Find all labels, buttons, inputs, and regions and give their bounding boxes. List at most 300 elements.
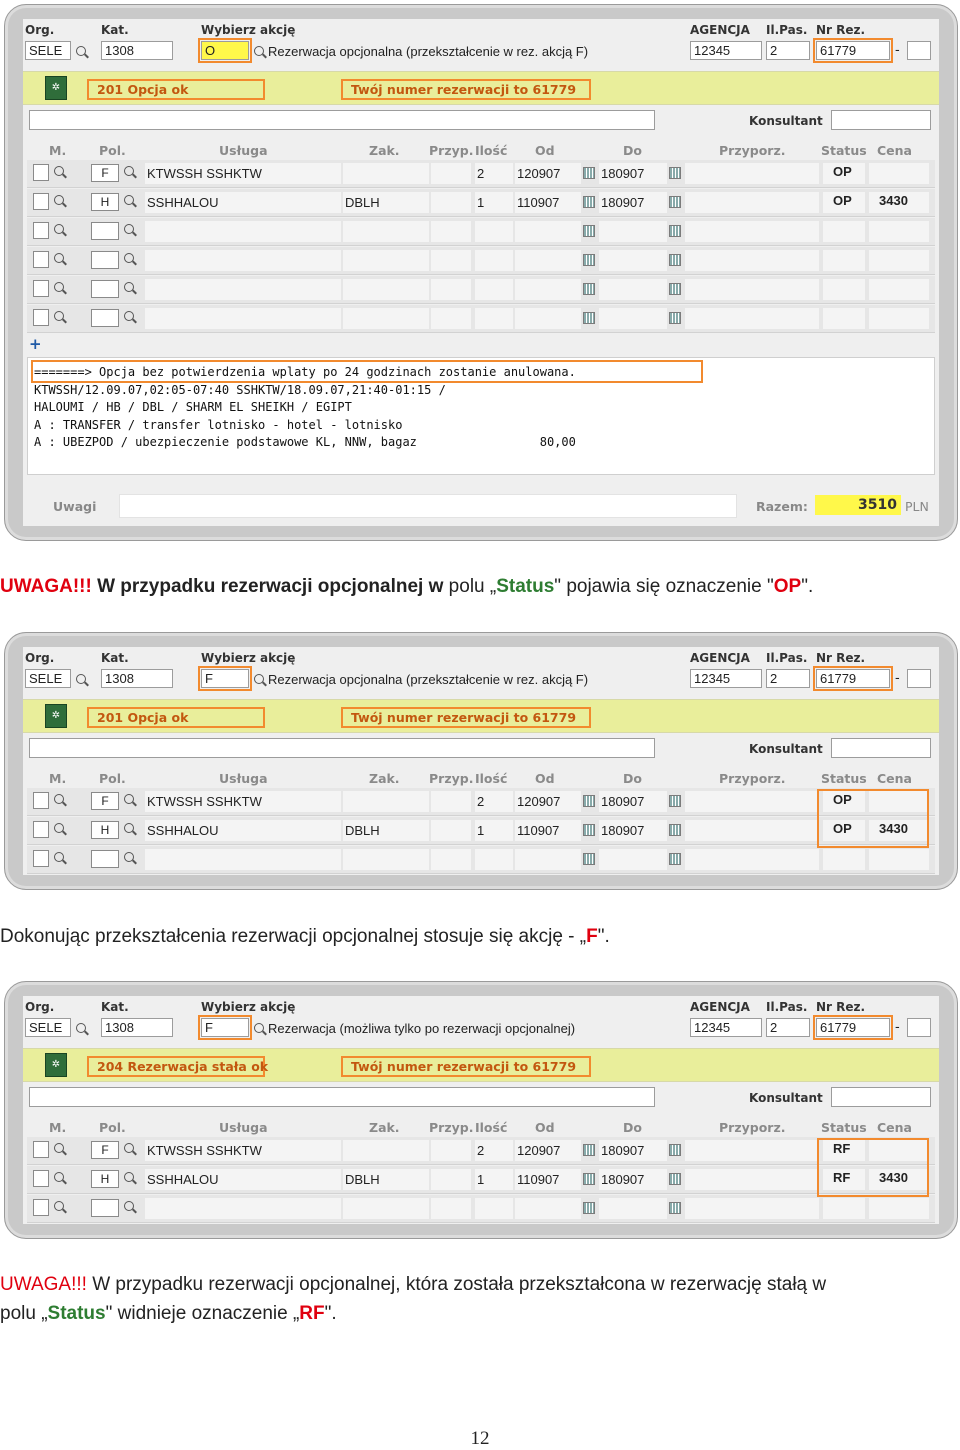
column-header-zak: Zak. (369, 1120, 400, 1135)
status-cell (823, 849, 865, 870)
select-checkbox[interactable] (33, 1170, 49, 1187)
app-panel (23, 647, 939, 875)
ilpas-field[interactable]: 2 (766, 1018, 810, 1037)
select-checkbox[interactable] (33, 251, 49, 268)
agencja-label: AGENCJA (690, 23, 750, 37)
zak-cell (343, 1140, 429, 1161)
uwagi-label: Uwagi (53, 499, 97, 514)
przyporz-cell (685, 250, 819, 271)
status-value: OP (833, 792, 852, 807)
od-cell (515, 221, 581, 242)
do-calendar-icon[interactable] (669, 283, 681, 295)
column-header-przyp: Przyp. (429, 771, 474, 786)
action-search-icon[interactable] (254, 46, 264, 56)
ilosc-cell (475, 279, 513, 300)
ilosc-cell: 2 (475, 791, 513, 812)
table-row (27, 247, 935, 275)
cena-value: 3430 (879, 821, 908, 836)
cena-cell (869, 308, 929, 329)
column-header-do: Do (623, 143, 642, 158)
cena-cell (869, 279, 929, 300)
pol-field[interactable] (91, 1199, 119, 1217)
do-cell: 180907 (599, 791, 667, 812)
row-search-icon[interactable] (54, 1172, 64, 1182)
usluga-cell: SSHHALOU (145, 192, 341, 213)
od-calendar-icon[interactable] (583, 167, 595, 179)
od-calendar-icon[interactable] (583, 795, 595, 807)
ilosc-cell: 1 (475, 820, 513, 841)
column-header-cena: Cena (877, 143, 912, 158)
action-code-field[interactable]: F (201, 669, 249, 688)
extra-field[interactable] (907, 1018, 931, 1037)
do-calendar-icon[interactable] (669, 795, 681, 807)
przyporz-cell (685, 1169, 819, 1190)
przyp-cell (431, 820, 471, 841)
usluga-cell (145, 849, 341, 870)
status-cell (823, 221, 865, 242)
column-header-ilość: Ilość (475, 771, 508, 786)
column-header-przyporz: Przyporz. (719, 143, 786, 158)
cena-cell (869, 163, 929, 184)
row-search-icon[interactable] (54, 794, 64, 804)
table-row (27, 276, 935, 304)
uwagi-field[interactable] (119, 494, 737, 518)
select-checkbox[interactable] (33, 193, 49, 210)
do-cell: 180907 (599, 820, 667, 841)
przyp-cell (431, 1140, 471, 1161)
ilosc-cell (475, 221, 513, 242)
add-row-icon[interactable]: + (29, 335, 42, 353)
screenshot-fixed-booking (4, 981, 958, 1239)
do-calendar-icon[interactable] (669, 312, 681, 324)
przyp-cell (431, 250, 471, 271)
select-checkbox[interactable] (33, 309, 49, 326)
screenshot-convert-action (4, 632, 958, 890)
screenshot-option-booking (4, 4, 958, 541)
column-header-do: Do (623, 771, 642, 786)
przyporz-cell (685, 791, 819, 812)
przyporz-cell (685, 1198, 819, 1219)
table-row (27, 160, 935, 188)
do-cell: 180907 (599, 163, 667, 184)
action-label: Wybierz akcję (201, 23, 296, 37)
przyporz-cell (685, 820, 819, 841)
action-description: Rezerwacja (możliwa tylko po rezerwacji opcjonalnej) (268, 1021, 576, 1036)
kat-field[interactable]: 1308 (101, 669, 173, 688)
status-highlight (817, 1138, 929, 1197)
do-calendar-icon[interactable] (669, 254, 681, 266)
table-row (27, 1137, 935, 1165)
od-cell: 120907 (515, 1140, 581, 1161)
do-cell (599, 308, 667, 329)
przyporz-cell (685, 308, 819, 329)
row-search-icon[interactable] (54, 166, 64, 176)
status-value: OP (833, 821, 852, 836)
column-header-zak: Zak. (369, 771, 400, 786)
pol-search-icon[interactable] (124, 794, 134, 804)
ilpas-field[interactable]: 2 (766, 41, 810, 60)
od-calendar-icon[interactable] (583, 312, 595, 324)
ilpas-label: Il.Pas. (766, 651, 808, 665)
pol-field[interactable]: H (91, 1170, 119, 1188)
status-message: 201 Opcja ok (87, 79, 265, 100)
table-row (27, 218, 935, 246)
ilosc-cell (475, 308, 513, 329)
booking-number-message: Twój numer rezerwacji to 61779 (341, 79, 591, 100)
cena-value: 3430 (879, 1170, 908, 1185)
select-checkbox[interactable] (33, 850, 49, 867)
od-calendar-icon[interactable] (583, 254, 595, 266)
status-highlight (817, 789, 929, 848)
column-header-status: Status (821, 1120, 867, 1135)
do-calendar-icon[interactable] (669, 225, 681, 237)
do-cell: 180907 (599, 1169, 667, 1190)
pol-field[interactable]: F (91, 164, 119, 182)
row-search-icon[interactable] (54, 195, 64, 205)
column-header-pol: Pol. (99, 143, 126, 158)
pol-field[interactable] (91, 280, 119, 298)
przyporz-cell (685, 192, 819, 213)
usluga-cell: KTWSSH SSHKTW (145, 791, 341, 812)
ilpas-label: Il.Pas. (766, 1000, 808, 1014)
table-row (27, 305, 935, 333)
row-search-icon[interactable] (54, 1201, 64, 1211)
pol-search-icon[interactable] (124, 823, 134, 833)
description-field[interactable] (29, 1087, 655, 1107)
ilpas-label: Il.Pas. (766, 23, 808, 37)
agencja-field[interactable]: 12345 (690, 41, 762, 60)
row-search-icon[interactable] (54, 224, 64, 234)
pol-field[interactable] (91, 251, 119, 269)
org-search-icon[interactable] (76, 46, 86, 56)
od-calendar-icon[interactable] (583, 283, 595, 295)
usluga-cell: SSHHALOU (145, 820, 341, 841)
extra-field[interactable] (907, 669, 931, 688)
row-search-icon[interactable] (54, 852, 64, 862)
column-header-m: M. (49, 771, 67, 786)
przyporz-cell (685, 163, 819, 184)
status-message: 204 Rezerwacja stała ok (87, 1056, 265, 1077)
cena-cell (869, 221, 929, 242)
column-header-cena: Cena (877, 771, 912, 786)
pol-field[interactable] (91, 850, 119, 868)
do-cell (599, 279, 667, 300)
pol-search-icon[interactable] (124, 311, 134, 321)
agencja-field[interactable]: 12345 (690, 1018, 762, 1037)
przyp-cell (431, 192, 471, 213)
column-header-usługa: Usługa (219, 143, 268, 158)
przyporz-cell (685, 221, 819, 242)
column-header-ilość: Ilość (475, 143, 508, 158)
przyporz-cell (685, 849, 819, 870)
kat-field[interactable]: 1308 (101, 41, 173, 60)
przyp-cell (431, 1198, 471, 1219)
select-checkbox[interactable] (33, 164, 49, 181)
od-cell (515, 1198, 581, 1219)
pol-search-icon[interactable] (124, 1143, 134, 1153)
status-bar (23, 1048, 939, 1082)
pol-search-icon[interactable] (124, 282, 134, 292)
org-label: Org. (25, 23, 55, 37)
od-calendar-icon[interactable] (583, 1144, 595, 1156)
booking-number-message: Twój numer rezerwacji to 61779 (341, 707, 591, 728)
notes-highlight (31, 360, 703, 383)
do-cell (599, 250, 667, 271)
przyp-cell (431, 221, 471, 242)
od-cell (515, 308, 581, 329)
od-calendar-icon[interactable] (583, 225, 595, 237)
od-cell: 120907 (515, 163, 581, 184)
column-header-do: Do (623, 1120, 642, 1135)
column-header-status: Status (821, 771, 867, 786)
row-search-icon[interactable] (54, 253, 64, 263)
zak-cell (343, 279, 429, 300)
column-header-od: Od (535, 1120, 555, 1135)
action-code-field[interactable]: O (201, 41, 249, 60)
note-fixed-status-line2: polu „Status" widnieje oznaczenie „RF". (0, 1303, 337, 1324)
select-checkbox[interactable] (33, 280, 49, 297)
usluga-cell (145, 308, 341, 329)
row-search-icon[interactable] (54, 1143, 64, 1153)
usluga-cell: KTWSSH SSHKTW (145, 163, 341, 184)
agencja-label: AGENCJA (690, 1000, 750, 1014)
column-header-przyporz: Przyporz. (719, 1120, 786, 1135)
przyp-cell (431, 279, 471, 300)
action-code-field[interactable]: F (201, 1018, 249, 1037)
od-cell: 120907 (515, 791, 581, 812)
table-row (27, 788, 935, 816)
pol-search-icon[interactable] (124, 253, 134, 263)
row-search-icon[interactable] (54, 282, 64, 292)
ilpas-field[interactable]: 2 (766, 669, 810, 688)
do-calendar-icon[interactable] (669, 1144, 681, 1156)
do-calendar-icon[interactable] (669, 1202, 681, 1214)
kat-label: Kat. (101, 651, 129, 665)
action-description: Rezerwacja opcjonalna (przekształcenie w rez. akcją F) (268, 44, 589, 59)
przyporz-cell (685, 1140, 819, 1161)
agencja-field[interactable]: 12345 (690, 669, 762, 688)
do-cell (599, 221, 667, 242)
pol-search-icon[interactable] (124, 1172, 134, 1182)
pol-field[interactable] (91, 222, 119, 240)
table-row (27, 817, 935, 845)
cena-cell (869, 1198, 929, 1219)
od-calendar-icon[interactable] (583, 196, 595, 208)
company-logo-icon: ✲ (45, 704, 67, 728)
action-label: Wybierz akcję (201, 651, 296, 665)
status-cell (823, 279, 865, 300)
action-description: Rezerwacja opcjonalna (przekształcenie w rez. akcją F) (268, 672, 589, 687)
select-checkbox[interactable] (33, 792, 49, 809)
konsultant-field[interactable] (831, 1087, 931, 1107)
description-field[interactable] (29, 738, 655, 758)
notes-text: =======> Opcja bez potwierdzenia wplaty po 24 godzinach zostanie anulowana. KTWSSH/12.09.07,02:05-07:40 SSHKTW/18.09.07,21:40-01:15 / HALOUMI / HB / DBL / SHARM EL SHEIKH / EGIPT A : TRANSFER / transfer lotnisko - hotel - lotnisko A : UBEZPOD / ubezpieczenie podstawowe KL, NNW, bagaz 80,00 (34, 365, 576, 449)
usluga-cell (145, 279, 341, 300)
do-calendar-icon[interactable] (669, 1173, 681, 1185)
status-message: 201 Opcja ok (87, 707, 265, 728)
action-search-icon[interactable] (254, 674, 264, 684)
total-value: 3510 (815, 495, 901, 515)
do-cell (599, 849, 667, 870)
zak-cell (343, 849, 429, 870)
ilosc-cell (475, 849, 513, 870)
select-checkbox[interactable] (33, 222, 49, 239)
org-label: Org. (25, 651, 55, 665)
status-value: OP (833, 193, 852, 208)
cena-value: 3430 (879, 193, 908, 208)
zak-cell (343, 163, 429, 184)
table-row (27, 189, 935, 217)
przyp-cell (431, 308, 471, 329)
column-header-przyp: Przyp. (429, 1120, 474, 1135)
status-bar (23, 699, 939, 733)
column-header-m: M. (49, 143, 67, 158)
column-header-usługa: Usługa (219, 771, 268, 786)
nrrez-field[interactable]: 61779 (816, 1018, 890, 1037)
status-cell (823, 250, 865, 271)
agencja-label: AGENCJA (690, 651, 750, 665)
usluga-cell (145, 221, 341, 242)
note-convert-action: Dokonując przekształcenia rezerwacji opcjonalnej stosuje się akcję - „F". (0, 926, 610, 947)
currency-label: PLN (905, 499, 929, 514)
razem-label: Razem: (756, 499, 808, 514)
usluga-cell (145, 1198, 341, 1219)
do-cell: 180907 (599, 1140, 667, 1161)
cena-cell (869, 849, 929, 870)
company-logo-icon: ✲ (45, 76, 67, 100)
column-header-zak: Zak. (369, 143, 400, 158)
do-calendar-icon[interactable] (669, 196, 681, 208)
od-cell: 110907 (515, 192, 581, 213)
pol-field[interactable] (91, 309, 119, 327)
od-cell (515, 279, 581, 300)
select-checkbox[interactable] (33, 1199, 49, 1216)
przyporz-cell (685, 279, 819, 300)
usluga-cell (145, 250, 341, 271)
pol-field[interactable]: H (91, 193, 119, 211)
ilosc-cell: 1 (475, 1169, 513, 1190)
kat-label: Kat. (101, 1000, 129, 1014)
pol-search-icon[interactable] (124, 166, 134, 176)
org-field[interactable]: SELE (25, 669, 71, 688)
od-cell (515, 250, 581, 271)
od-cell (515, 849, 581, 870)
app-panel (23, 996, 939, 1224)
column-header-przyporz: Przyporz. (719, 771, 786, 786)
app-panel (23, 19, 939, 526)
booking-number-message: Twój numer rezerwacji to 61779 (341, 1056, 591, 1077)
pol-field[interactable]: F (91, 792, 119, 810)
status-cell (823, 308, 865, 329)
od-calendar-icon[interactable] (583, 853, 595, 865)
org-search-icon[interactable] (76, 674, 86, 684)
note-option-status: UWAGA!!! W przypadku rezerwacji opcjonalnej w polu „Status" pojawia się oznaczenie "OP". (0, 576, 814, 597)
pol-search-icon[interactable] (124, 1201, 134, 1211)
od-calendar-icon[interactable] (583, 1202, 595, 1214)
row-search-icon[interactable] (54, 311, 64, 321)
action-search-icon[interactable] (254, 1023, 264, 1033)
konsultant-field[interactable] (831, 110, 931, 130)
description-field[interactable] (29, 110, 655, 130)
org-field[interactable]: SELE (25, 41, 71, 60)
column-header-status: Status (821, 143, 867, 158)
pol-search-icon[interactable] (124, 195, 134, 205)
konsultant-field[interactable] (831, 738, 931, 758)
zak-cell (343, 308, 429, 329)
do-calendar-icon[interactable] (669, 824, 681, 836)
pol-search-icon[interactable] (124, 852, 134, 862)
table-row (27, 1195, 935, 1223)
przyp-cell (431, 163, 471, 184)
przyp-cell (431, 791, 471, 812)
nrrez-label: Nr Rez. (816, 1000, 866, 1014)
ilosc-cell: 2 (475, 163, 513, 184)
od-cell: 110907 (515, 820, 581, 841)
pol-field[interactable]: H (91, 821, 119, 839)
dash-separator: - (895, 671, 900, 686)
action-label: Wybierz akcję (201, 1000, 296, 1014)
column-header-od: Od (535, 143, 555, 158)
zak-cell (343, 250, 429, 271)
note-fixed-status: UWAGA!!! W przypadku rezerwacji opcjonalnej, która została przekształcona w rezerwację stałą w (0, 1274, 827, 1295)
ilosc-cell: 2 (475, 1140, 513, 1161)
org-field[interactable]: SELE (25, 1018, 71, 1037)
zak-cell (343, 791, 429, 812)
od-cell: 110907 (515, 1169, 581, 1190)
zak-cell: DBLH (343, 820, 429, 841)
dash-separator: - (895, 1020, 900, 1035)
status-bar (23, 71, 939, 105)
column-header-od: Od (535, 771, 555, 786)
org-search-icon[interactable] (76, 1023, 86, 1033)
column-header-ilość: Ilość (475, 1120, 508, 1135)
nrrez-field[interactable]: 61779 (816, 41, 890, 60)
do-cell (599, 1198, 667, 1219)
pol-search-icon[interactable] (124, 224, 134, 234)
table-row (27, 1166, 935, 1194)
select-checkbox[interactable] (33, 821, 49, 838)
usluga-cell: KTWSSH SSHKTW (145, 1140, 341, 1161)
zak-cell: DBLH (343, 192, 429, 213)
ilosc-cell (475, 250, 513, 271)
status-cell (823, 1198, 865, 1219)
org-label: Org. (25, 1000, 55, 1014)
konsultant-label: Konsultant (749, 114, 823, 128)
kat-field[interactable]: 1308 (101, 1018, 173, 1037)
nrrez-field[interactable]: 61779 (816, 669, 890, 688)
przyp-cell (431, 1169, 471, 1190)
zak-cell: DBLH (343, 1169, 429, 1190)
usluga-cell: SSHHALOU (145, 1169, 341, 1190)
dash-separator: - (895, 43, 900, 58)
extra-field[interactable] (907, 41, 931, 60)
do-calendar-icon[interactable] (669, 167, 681, 179)
zak-cell (343, 1198, 429, 1219)
row-search-icon[interactable] (54, 823, 64, 833)
company-logo-icon: ✲ (45, 1053, 67, 1077)
column-header-pol: Pol. (99, 1120, 126, 1135)
do-calendar-icon[interactable] (669, 853, 681, 865)
od-calendar-icon[interactable] (583, 824, 595, 836)
column-header-usługa: Usługa (219, 1120, 268, 1135)
od-calendar-icon[interactable] (583, 1173, 595, 1185)
ilosc-cell (475, 1198, 513, 1219)
zak-cell (343, 221, 429, 242)
pol-field[interactable]: F (91, 1141, 119, 1159)
column-header-cena: Cena (877, 1120, 912, 1135)
select-checkbox[interactable] (33, 1141, 49, 1158)
column-header-m: M. (49, 1120, 67, 1135)
